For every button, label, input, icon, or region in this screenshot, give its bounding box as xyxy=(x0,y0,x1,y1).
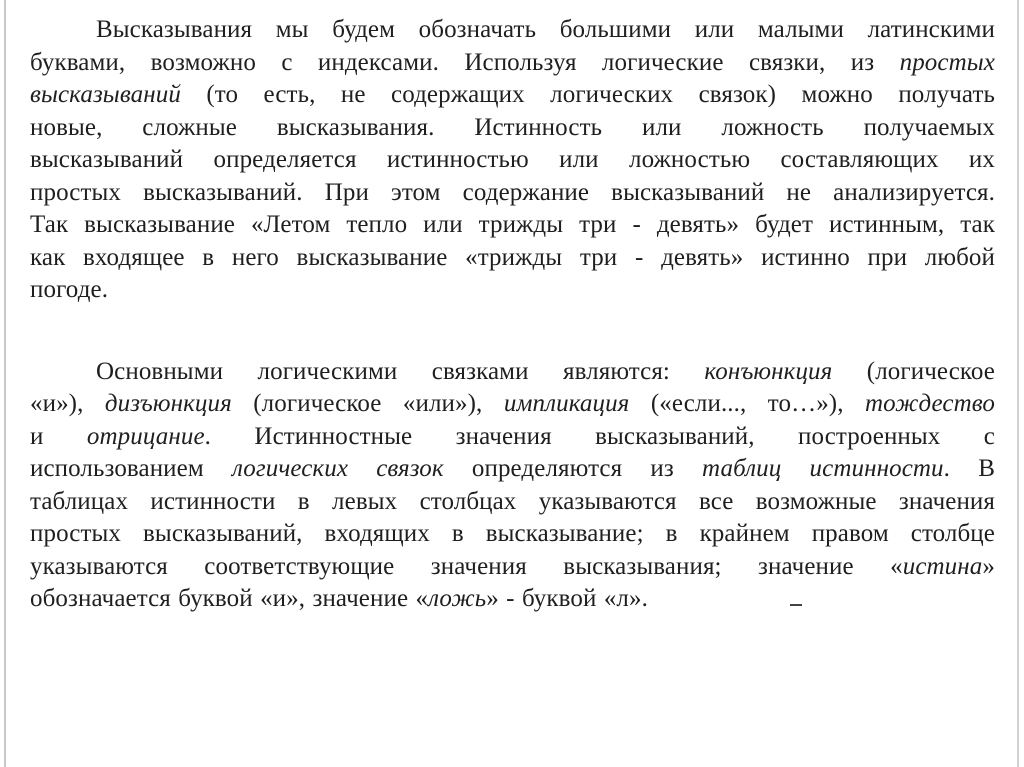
text-line xyxy=(30,14,995,47)
italic-term: высказываний xyxy=(30,81,181,108)
text-run: буквами, возможно с индексами. Используя логические связки, из xyxy=(30,48,900,76)
text-run: использованием xyxy=(30,455,232,482)
paragraph-1 xyxy=(30,14,995,307)
italic-term: конъюнкция xyxy=(704,357,833,385)
italic-term: истина xyxy=(902,552,983,580)
text-run: «и»), xyxy=(30,390,105,417)
text-run: и xyxy=(30,422,87,450)
text-run: определяются из xyxy=(443,455,703,482)
text-line xyxy=(30,518,995,551)
text-line xyxy=(30,583,995,616)
text-run: Так высказывание «Летом тепло или трижды три - девять» будет истинным, так xyxy=(30,211,995,238)
text-line xyxy=(30,274,995,307)
text-run: . Истинностные значения высказываний, построенных с xyxy=(204,422,995,450)
italic-term: тождество xyxy=(865,390,995,417)
text-run: новые, сложные высказывания. Истинность или ложность получаемых xyxy=(30,113,995,141)
text-line xyxy=(30,79,995,112)
text-run: Основными логическими связками являются: xyxy=(96,357,705,385)
text-line xyxy=(30,421,995,454)
text-run: . В xyxy=(943,455,995,482)
text-run: обозначается буквой «и», значение « xyxy=(30,585,429,612)
text-line xyxy=(30,453,995,486)
stray-dash-mark xyxy=(790,604,802,606)
text-run: (то есть, не содержащих логических связок) можно получать xyxy=(180,81,995,108)
text-line xyxy=(30,356,995,389)
text-run: указываются соответствующие значения высказывания; значение « xyxy=(30,552,903,580)
document-page xyxy=(30,14,995,616)
italic-term: отрицание xyxy=(86,422,205,450)
left-border-line xyxy=(4,0,6,767)
text-line xyxy=(30,177,995,210)
italic-term: дизъюнкция xyxy=(104,390,232,417)
text-run: погоде. xyxy=(30,276,109,303)
text-line xyxy=(30,47,995,80)
text-run: Высказывания мы будем обозначать большими или малыми латинскими xyxy=(96,16,995,43)
text-run: » xyxy=(982,552,995,580)
right-border-line xyxy=(1017,0,1019,767)
text-run: как входящее в него высказывание «трижды три - девять» истинно при любой xyxy=(30,243,995,271)
text-line xyxy=(30,551,995,584)
text-run: таблицах истинности в левых столбцах указываются все возможные значения xyxy=(30,487,995,515)
italic-term: ложь xyxy=(428,585,487,612)
text-line xyxy=(30,144,995,177)
text-run: простых высказываний, входящих в высказывание; в крайнем правом столбце xyxy=(30,520,995,547)
paragraph-2 xyxy=(30,356,995,616)
text-line xyxy=(30,242,995,275)
text-run: («если..., то…»), xyxy=(629,390,866,417)
text-line xyxy=(30,388,995,421)
text-run: (логическое «или»), xyxy=(231,390,504,417)
text-run: простых высказываний. При этом содержание высказываний не анализируется. xyxy=(30,178,995,206)
text-line xyxy=(30,209,995,242)
italic-term: простых xyxy=(899,48,995,76)
text-run: (логическое xyxy=(832,357,995,385)
text-line xyxy=(30,486,995,519)
italic-term: таблиц истинности xyxy=(702,455,944,482)
italic-term: импликация xyxy=(503,390,630,417)
text-line xyxy=(30,112,995,145)
text-run: » - буквой «л». xyxy=(486,585,648,612)
italic-term: логических связок xyxy=(231,455,444,482)
text-run: высказываний определяется истинностью или ложностью составляющих их xyxy=(30,146,995,173)
